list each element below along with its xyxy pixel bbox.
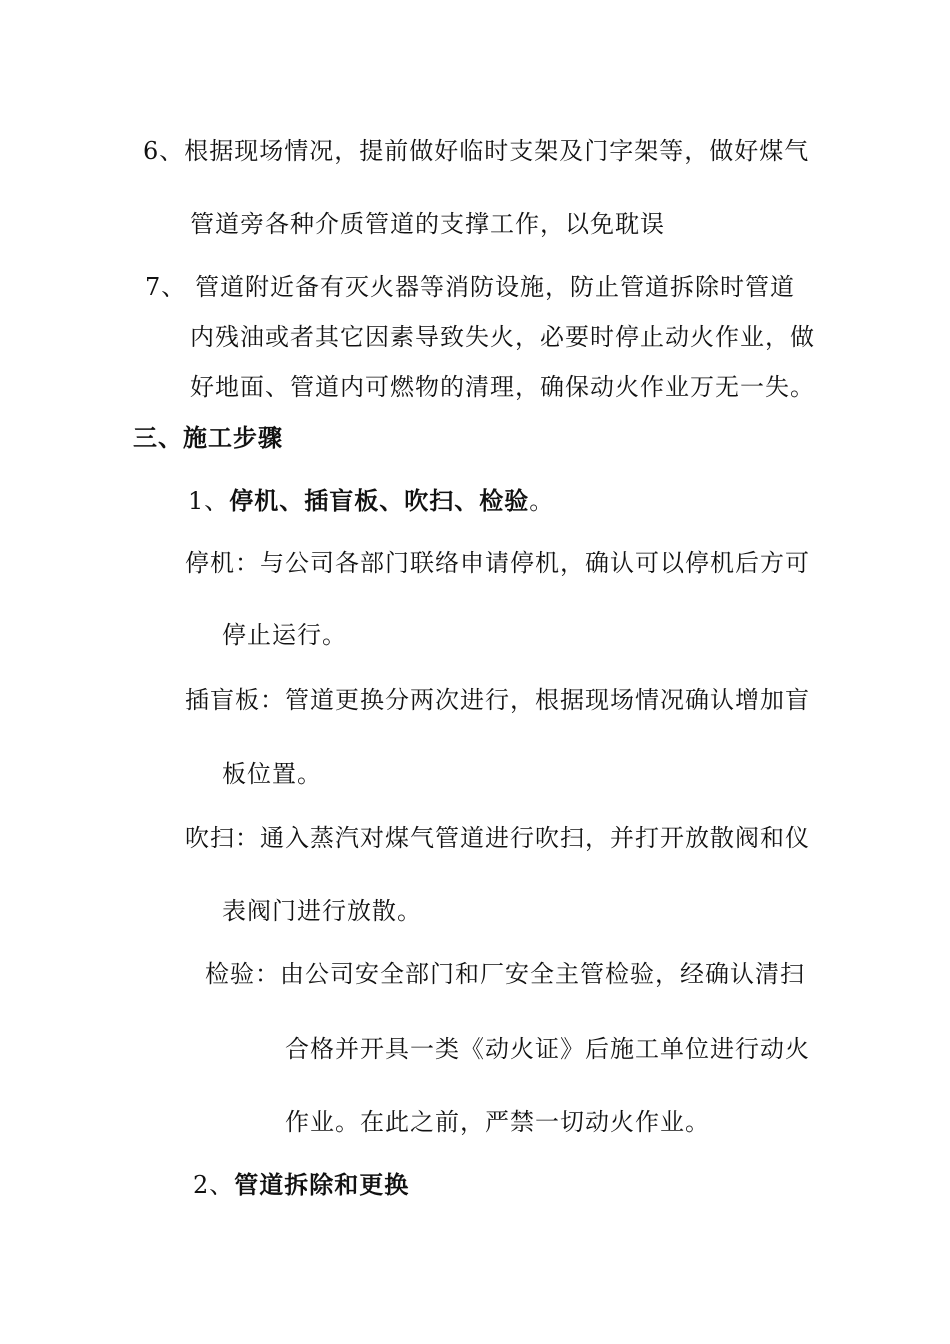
step-1-title: 停机、插盲板、吹扫、检验 <box>229 486 530 515</box>
item-7-line-2: 内残油或者其它因素导致失火，必要时停止动火作业，做 <box>190 323 815 351</box>
item-7-line-3: 好地面、管道内可燃物的清理，确保动火作业万无一失。 <box>190 373 815 401</box>
inspect-line-1: 检验：由公司安全部门和厂安全主管检验，经确认清扫 <box>205 960 805 988</box>
item-6-line-1: 6、根据现场情况，提前做好临时支架及门字架等，做好煤气 <box>143 137 810 165</box>
step-2-title: 管道拆除和更换 <box>234 1170 410 1199</box>
item-7-line-1: 管道附近备有灭火器等消防设施，防止管道拆除时管道 <box>195 273 795 301</box>
step-1-number: 1、 <box>188 487 230 515</box>
blind-line-2: 板位置。 <box>222 760 322 788</box>
step-2-heading <box>193 1168 409 1202</box>
purge-line-1: 吹扫：通入蒸汽对煤气管道进行吹扫，并打开放散阀和仪 <box>185 824 810 852</box>
step-2-number: 2、 <box>193 1171 235 1199</box>
item-7-number: 7、 <box>145 273 187 301</box>
purge-line-2: 表阀门进行放散。 <box>222 897 422 925</box>
blind-line-1: 插盲板：管道更换分两次进行，根据现场情况确认增加盲 <box>185 686 810 714</box>
step-1-heading <box>188 484 554 518</box>
stop-line-2: 停止运行。 <box>222 621 347 649</box>
inspect-line-2: 合格并开具一类《动火证》后施工单位进行动火 <box>285 1035 810 1063</box>
item-6-line-2: 管道旁各种介质管道的支撑工作，以免耽误 <box>190 210 665 238</box>
stop-line-1: 停机：与公司各部门联络申请停机，确认可以停机后方可 <box>185 549 810 577</box>
section-heading: 三、施工步骤 <box>133 423 283 452</box>
inspect-line-3: 作业。在此之前，严禁一切动火作业。 <box>285 1108 710 1136</box>
step-1-end: 。 <box>529 487 555 515</box>
